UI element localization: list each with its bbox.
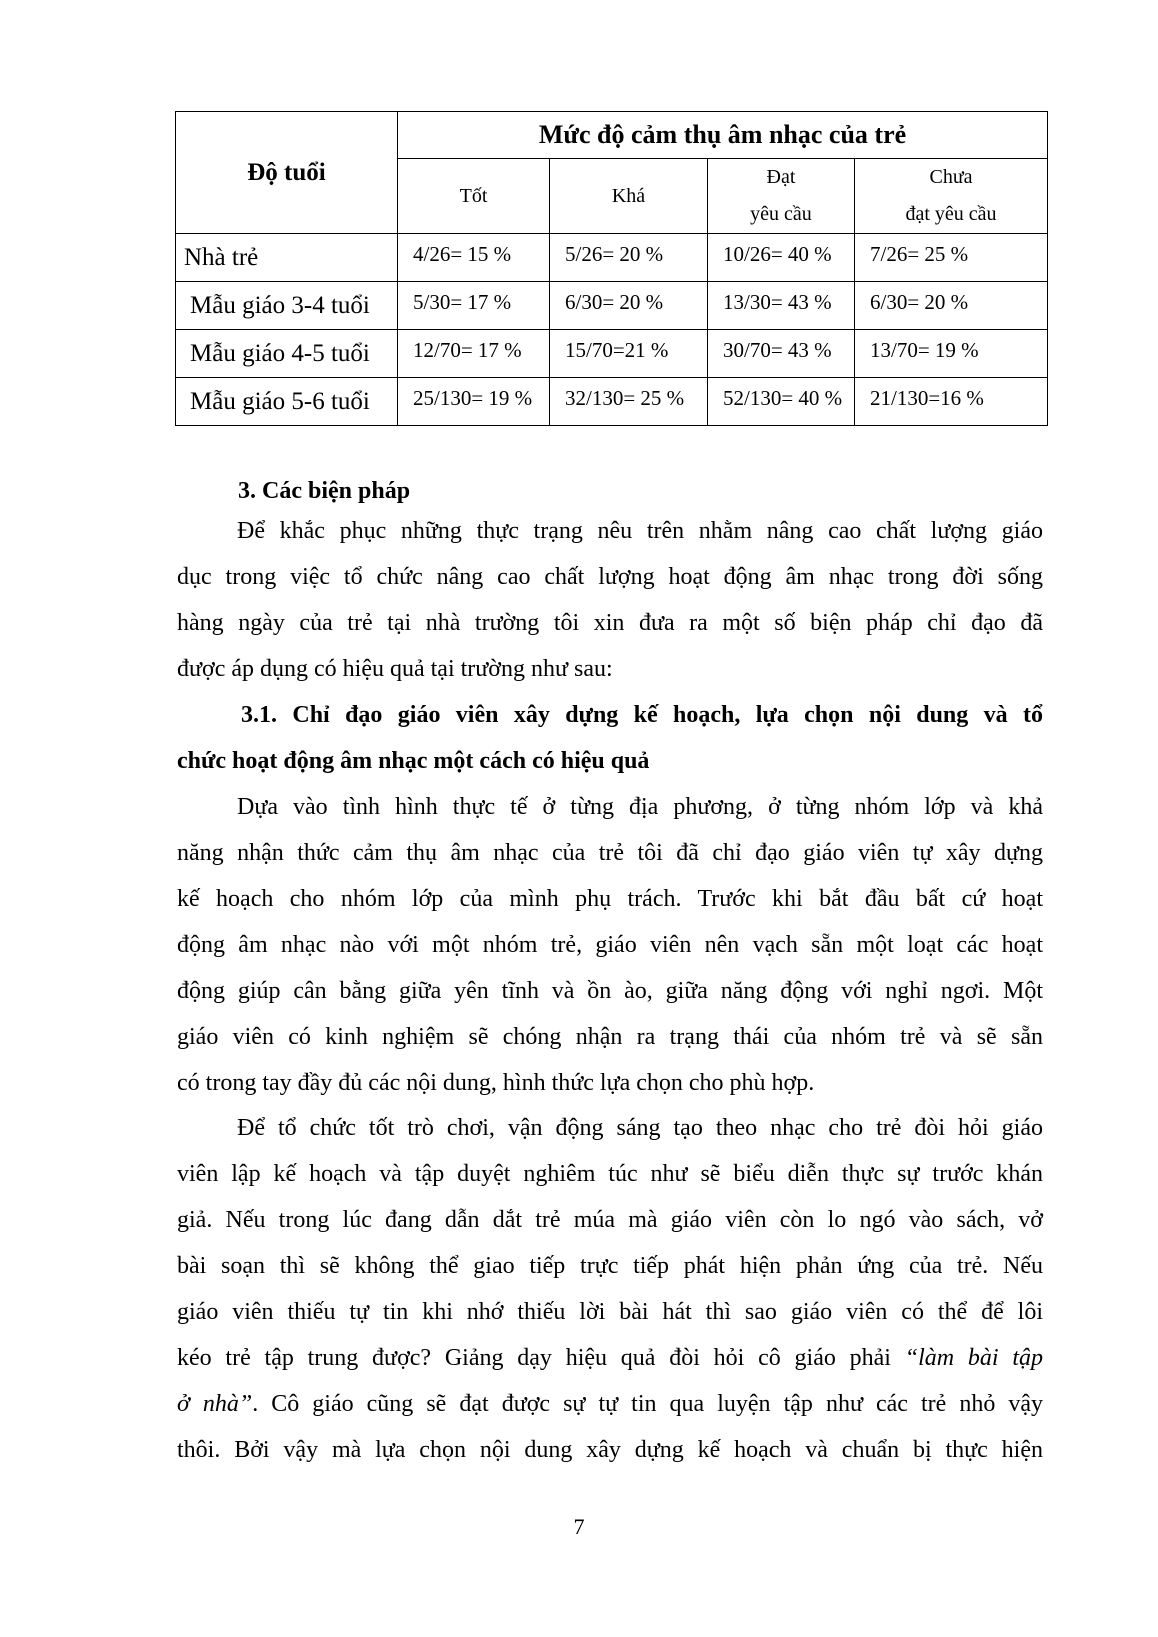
text-run: kéo trẻ tập trung được? Giảng dạy hiệu quả đòi hỏi cô giáo phải [177, 1345, 905, 1371]
text-line: Để khắc phục những thực trạng nêu trên nhằm nâng cao chất lượng giáo [237, 518, 1043, 544]
text-line: có trong tay đầy đủ các nội dung, hình thức lựa chọn cho phù hợp. [177, 1070, 815, 1096]
text-line: bài soạn thì sẽ không thể giao tiếp trực tiếp phát hiện phản ứng của trẻ. Nếu [177, 1253, 1043, 1279]
text-line: Dựa vào tình hình thực tế ở từng địa phương, ở từng nhóm lớp và khả [237, 794, 1043, 820]
row-label: Mẫu giáo 4-5 tuổi [176, 330, 398, 378]
text-line: 3.1. Chỉ đạo giáo viên xây dựng kế hoạch, lựa chọn nội dung và tổ [241, 702, 1043, 728]
table-cell: 13/30= 43 % [708, 282, 855, 330]
table-cell: 10/26= 40 % [708, 234, 855, 282]
page-number: 7 [573, 1514, 585, 1539]
subsection-heading [177, 692, 1043, 784]
table-cell: 5/26= 20 % [550, 234, 708, 282]
table-cell: 6/30= 20 % [855, 282, 1048, 330]
table-cell: 52/130= 40 % [708, 378, 855, 426]
level-header-pass: Đạt yêu cầu [708, 159, 855, 234]
table-cell: 12/70= 17 % [398, 330, 550, 378]
text-line: chức hoạt động âm nhạc một cách có hiệu quả [177, 748, 650, 774]
table-cell: 30/70= 43 % [708, 330, 855, 378]
table-cell: 25/130= 19 % [398, 378, 550, 426]
text-run: . Cô giáo cũng sẽ đạt được sự tự tin qua luyện tập như các trẻ nhỏ vậy [252, 1391, 1044, 1417]
italic-quote: “làm bài tập [904, 1345, 1044, 1371]
paragraph-1 [177, 784, 1043, 1106]
text-line: dục trong việc tổ chức nâng cao chất lượng hoạt động âm nhạc trong đời sống [177, 564, 1043, 590]
paragraph-2 [177, 1105, 1043, 1473]
text-line: hàng ngày của trẻ tại nhà trường tôi xin đưa ra một số biện pháp chỉ đạo đã [177, 610, 1043, 636]
text-line: giáo viên có kinh nghiệm sẽ chóng nhận ra trạng thái của nhóm trẻ và sẽ sẵn [177, 1024, 1043, 1050]
row-label: Mẫu giáo 5-6 tuổi [176, 378, 398, 426]
text-line [177, 1335, 1043, 1381]
table-cell: 7/26= 25 % [855, 234, 1048, 282]
table-cell: 6/30= 20 % [550, 282, 708, 330]
table-row [176, 378, 1048, 426]
table-cell: 5/30= 17 % [398, 282, 550, 330]
table-cell: 13/70= 19 % [855, 330, 1048, 378]
text-line: Để tổ chức tốt trò chơi, vận động sáng tạo theo nhạc cho trẻ đòi hỏi giáo [237, 1115, 1043, 1141]
table-cell: 21/130=16 % [855, 378, 1048, 426]
text-line: giáo viên thiếu tự tin khi nhớ thiếu lời bài hát thì sao giáo viên có thể để lôi [177, 1299, 1043, 1325]
music-perception-header: Mức độ cảm thụ âm nhạc của trẻ [398, 112, 1048, 159]
row-label: Mẫu giáo 3-4 tuổi [176, 282, 398, 330]
text-line: năng nhận thức cảm thụ âm nhạc của trẻ tôi đã chỉ đạo giáo viên tự xây dựng [177, 840, 1043, 866]
table-cell: 32/130= 25 % [550, 378, 708, 426]
level-header-fail: Chưa đạt yêu cầu [855, 159, 1048, 234]
text-line: thôi. Bởi vậy mà lựa chọn nội dung xây dựng kế hoạch và chuẩn bị thực hiện [177, 1437, 1043, 1463]
intro-paragraph [177, 508, 1043, 692]
level-header-good: Tốt [398, 159, 550, 234]
row-label: Nhà trẻ [176, 234, 398, 282]
text-line [177, 1381, 1043, 1427]
text-line: viên lập kế hoạch và tập duyệt nghiêm túc như sẽ biểu diễn thực sự trước khán [177, 1161, 1043, 1187]
text-line: kế hoạch cho nhóm lớp của mình phụ trách. Trước khi bắt đầu bất cứ hoạt [177, 886, 1043, 912]
table-cell: 4/26= 15 % [398, 234, 550, 282]
section-heading: 3. Các biện pháp [238, 478, 411, 504]
italic-quote: ở nhà” [177, 1391, 253, 1417]
results-table [175, 111, 1048, 426]
level-header-fair: Khá [550, 159, 708, 234]
text-line: được áp dụng có hiệu quả tại trường như sau: [177, 656, 613, 682]
table-cell: 15/70=21 % [550, 330, 708, 378]
age-column-header: Độ tuổi [176, 112, 398, 234]
table-row [176, 282, 1048, 330]
table-row [176, 330, 1048, 378]
text-line: động giúp cân bằng giữa yên tĩnh và ồn ào, giữa năng động với nghỉ ngơi. Một [177, 978, 1043, 1004]
table-row [176, 234, 1048, 282]
text-line: động âm nhạc nào với một nhóm trẻ, giáo viên nên vạch sẵn một loạt các hoạt [177, 932, 1043, 958]
text-line: giả. Nếu trong lúc đang dẫn dắt trẻ múa mà giáo viên còn lo ngó vào sách, vở [177, 1207, 1043, 1233]
